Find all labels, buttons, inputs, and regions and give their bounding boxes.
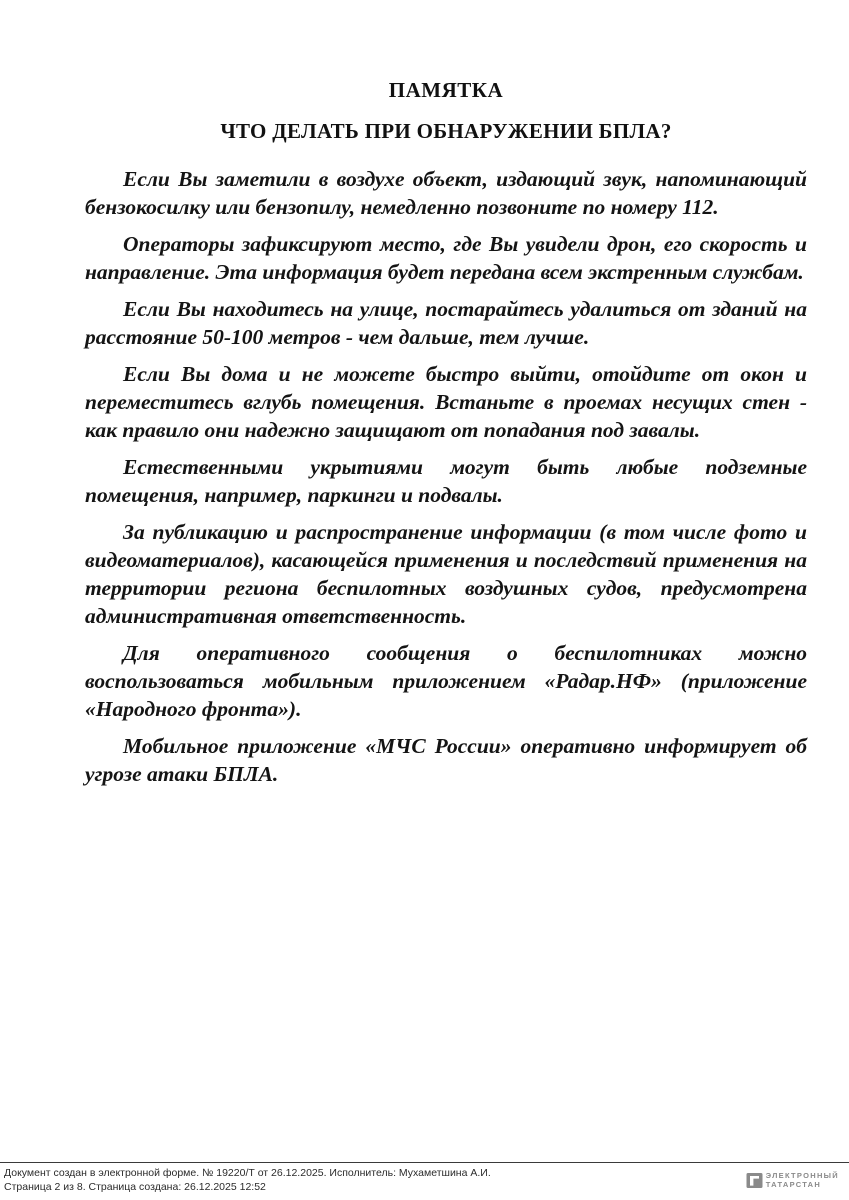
electronic-tatarstan-logo — [746, 1171, 839, 1189]
paragraph-radar-nf-app: Для оперативного сообщения о беспилотниках можно воспользоваться мобильным приложением «Радар.НФ» (приложение «Народного фронта»). — [85, 641, 807, 721]
paragraph-indoors: Если Вы дома и не можете быстро выйти, отойдите от окон и переместитесь вглубь помещения. Встаньте в проемах несущих стен - как правило они надежно защищают от попадания под завалы. — [85, 362, 807, 442]
paragraph-operators: Операторы зафиксируют место, где Вы увидели дрон, его скорость и направление. Эта информация будет передана всем экстренным службам. — [85, 232, 807, 284]
paragraph-emergency-call: Если Вы заметили в воздухе объект, издающий звук, напоминающий бензокосилку или бензопилу, немедленно позвоните по номеру 112. — [85, 167, 807, 219]
paragraph-publication-liability: За публикацию и распространение информации (в том числе фото и видеоматериалов), касающейся применения и последствий применения на территории региона беспилотных воздушных судов, предусмотрена административная ответственность. — [85, 520, 807, 628]
logo-text-line2: ТАТАРСТАН — [765, 1180, 822, 1189]
footer-page-info: Страница 2 из 8. Страница создана: 26.12.2025 12:52 — [4, 1180, 266, 1193]
logo-text-line1: ЭЛЕКТРОННЫЙ — [765, 1171, 839, 1180]
paragraph-shelters: Естественными укрытиями могут быть любые подземные помещения, например, паркинги и подвалы. — [85, 455, 807, 507]
footer-doc-info: Документ создан в электронной форме. № 19220/Т от 26.12.2025. Исполнитель: Мухаметшина А.И. — [4, 1167, 491, 1179]
paragraph-mchs-app: Мобильное приложение «МЧС России» оперативно информирует об угрозе атаки БПЛА. — [85, 734, 807, 786]
footer-metadata — [4, 1167, 491, 1194]
document-subtitle: ЧТО ДЕЛАТЬ ПРИ ОБНАРУЖЕНИИ БПЛА? — [220, 119, 672, 143]
document-body — [85, 78, 807, 797]
footer-divider — [0, 1162, 849, 1163]
paragraph-outdoors: Если Вы находитесь на улице, постарайтесь удалиться от зданий на расстояние 50-100 метров - чем дальше, тем лучше. — [85, 297, 807, 349]
document-title: ПАМЯТКА — [388, 78, 504, 102]
electronic-tatarstan-emblem-icon — [746, 1172, 763, 1189]
electronic-tatarstan-logo-text — [766, 1171, 839, 1189]
